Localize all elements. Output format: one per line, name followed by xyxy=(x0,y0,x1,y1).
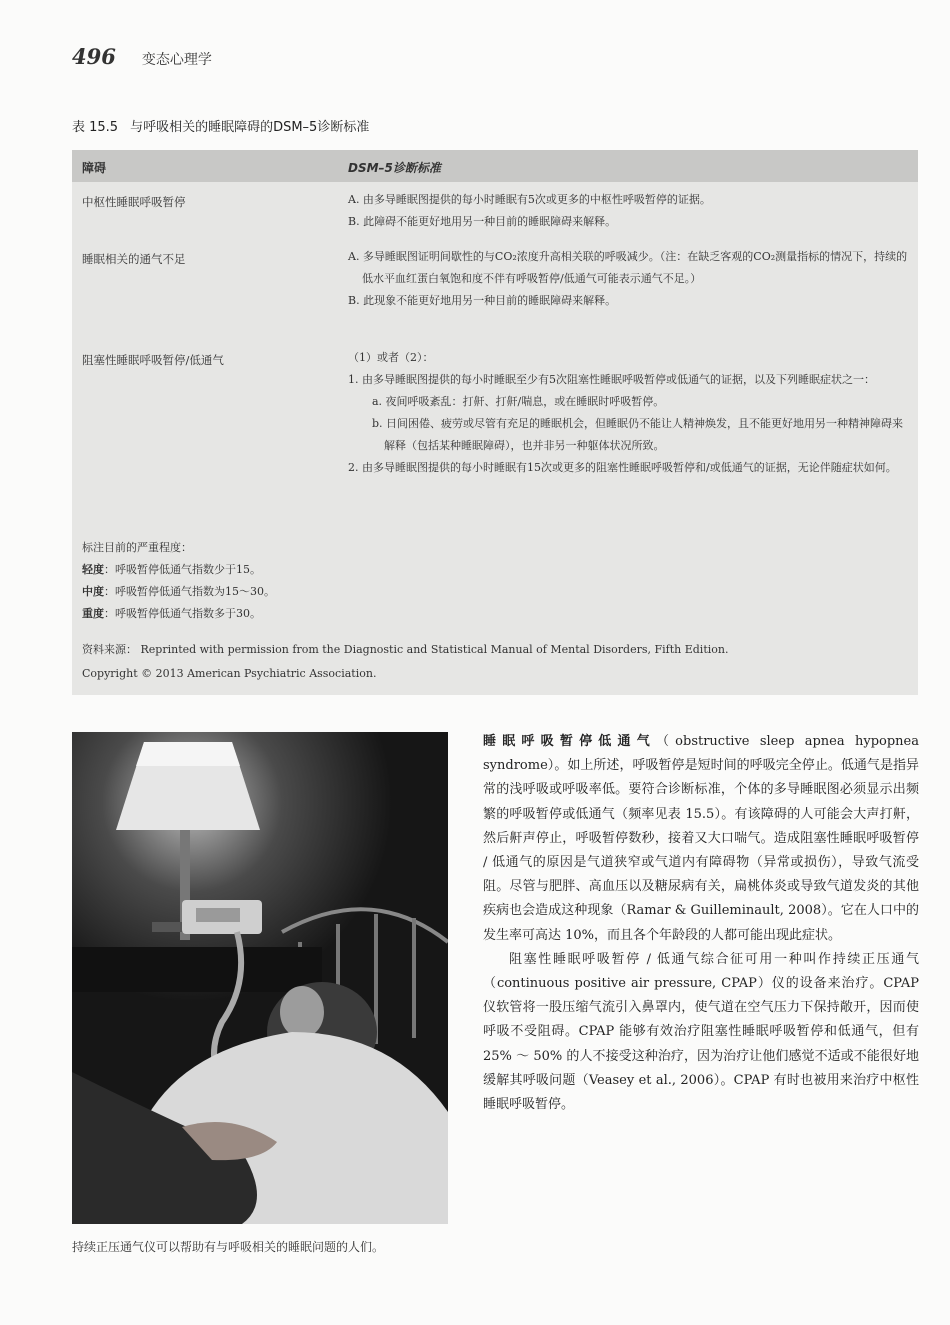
criteria-obstructive-apnea xyxy=(348,347,908,479)
criterion: A. 多导睡眠图证明间歇性的与CO₂浓度升高相关联的呼吸减少。（注：在缺乏客观的CO₂测量指标的情况下，持续的低水平血红蛋白氧饱和度不伴有呼吸暂停/低通气可能表示通气不足。） xyxy=(348,250,908,285)
severity-mild: 轻度：呼吸暂停低通气指数少于15。 xyxy=(82,563,261,576)
photo-illustration xyxy=(72,732,448,1224)
severity-moderate: 中度：呼吸暂停低通气指数为15～30。 xyxy=(82,585,275,598)
row-name-central-apnea: 中枢性睡眠呼吸暂停 xyxy=(82,195,186,209)
table-caption xyxy=(72,116,369,135)
severity-severe: 重度：呼吸暂停低通气指数多于30。 xyxy=(82,607,261,620)
criteria-central-apnea xyxy=(348,189,908,233)
table-number: 表 15.5 xyxy=(72,120,119,135)
criterion: B. 此障碍不能更好地用另一种目前的睡眠障碍来解释。 xyxy=(348,215,617,228)
source-note xyxy=(82,638,912,686)
page-number: 496 xyxy=(72,44,116,69)
source-text: Reprinted with permission from the Diagnostic and Statistical Manual of Mental Disorders, Fifth Edition. xyxy=(140,643,729,656)
table-header-row xyxy=(72,150,918,182)
sub-criterion: b. 日间困倦、疲劳或尽管有充足的睡眠机会，但睡眠仍不能让人精神焕发，且不能更好地用另一种精神障碍来解释（包括某种睡眠障碍），也并非另一种躯体状况所致。 xyxy=(372,417,904,452)
row-name-hypoventilation: 睡眠相关的通气不足 xyxy=(82,252,186,266)
paragraph-2: 阻塞性睡眠呼吸暂停 / 低通气综合征可用一种叫作持续正压通气（continuous positive air pressure, CPAP）仪的设备来治疗。CPAP 仪软管将一股压缩气流引入鼻罩内，使气道在空气压力下保持敞开，因而使呼吸不受阻碍。CPAP 能够有效治疗阻塞性睡眠呼吸暂停和低通气，但有 25% ～ 50% 的人不接受这种治疗，因为治疗让他们感觉不适或不能很好地缓解其呼吸问题（Veasey et al., 2006）。CPAP 有时也被用来治疗中枢性睡眠呼吸暂停。 xyxy=(483,951,919,1113)
table-title: 与呼吸相关的睡眠障碍的DSM–5诊断标准 xyxy=(130,120,370,135)
page-header xyxy=(72,44,212,69)
severity-title: 标注目前的严重程度： xyxy=(82,541,192,554)
row-name-obstructive-apnea: 阻塞性睡眠呼吸暂停/低通气 xyxy=(82,353,224,367)
criterion: 2. 由多导睡眠图提供的每小时睡眠有15次或更多的阻塞性睡眠呼吸暂停和/或低通气的证据，无论伴随症状如何。 xyxy=(348,461,897,474)
criterion: 1. 由多导睡眠图提供的每小时睡眠至少有5次阻塞性睡眠呼吸暂停或低通气的证据，以及下列睡眠症状之一： xyxy=(348,373,875,386)
criterion-intro: （1）或者（2）： xyxy=(348,351,434,364)
body-text xyxy=(483,730,919,1117)
copyright: Copyright © 2013 American Psychiatric Association. xyxy=(82,667,377,680)
criterion: A. 由多导睡眠图提供的每小时睡眠有5次或更多的中枢性呼吸暂停的证据。 xyxy=(348,193,711,206)
criteria-hypoventilation xyxy=(348,246,908,312)
photo-caption: 持续正压通气仪可以帮助有与呼吸相关的睡眠问题的人们。 xyxy=(72,1240,385,1254)
source-label: 资料来源： xyxy=(82,643,137,656)
severity-block xyxy=(82,537,275,625)
sub-criterion: a. 夜间呼吸紊乱：打鼾、打鼾/喘息，或在睡眠时呼吸暂停。 xyxy=(372,395,665,408)
diagnostic-criteria-table xyxy=(72,150,918,695)
header-disorder: 障碍 xyxy=(82,161,107,175)
paragraph-1: 睡眠呼吸暂停低通气（obstructive sleep apnea hypopnea syndrome）。如上所述，呼吸暂停是短时间的呼吸完全停止。低通气是指异常的浅呼吸或呼吸率低。要符合诊断标准，个体的多导睡眠图必须显示出频繁的呼吸暂停或低通气（频率见表 15.5）。有该障碍的人可能会大声打鼾，然后鼾声停止，呼吸暂停数秒，接着又大口喘气。造成阻塞性睡眠呼吸暂停 / 低通气的原因是气道狭窄或气道内有障碍物（异常或损伤），导致气流受阻。尽管与肥胖、高血压以及糖尿病有关，扁桃体炎或导致气道发炎的其他疾病也会造成这种现象（Ramar & Guilleminault, 2008）。它在人口中的发生率可高达 10%，而且各个年龄段的人都可能出现此症状。 xyxy=(483,734,919,943)
header-criteria: DSM–5诊断标准 xyxy=(348,161,441,175)
cpap-photo xyxy=(72,732,448,1224)
key-term: 睡眠呼吸暂停低通气 xyxy=(483,734,656,749)
running-title: 变态心理学 xyxy=(141,52,212,68)
criterion: B. 此现象不能更好地用另一种目前的睡眠障碍来解释。 xyxy=(348,294,617,307)
